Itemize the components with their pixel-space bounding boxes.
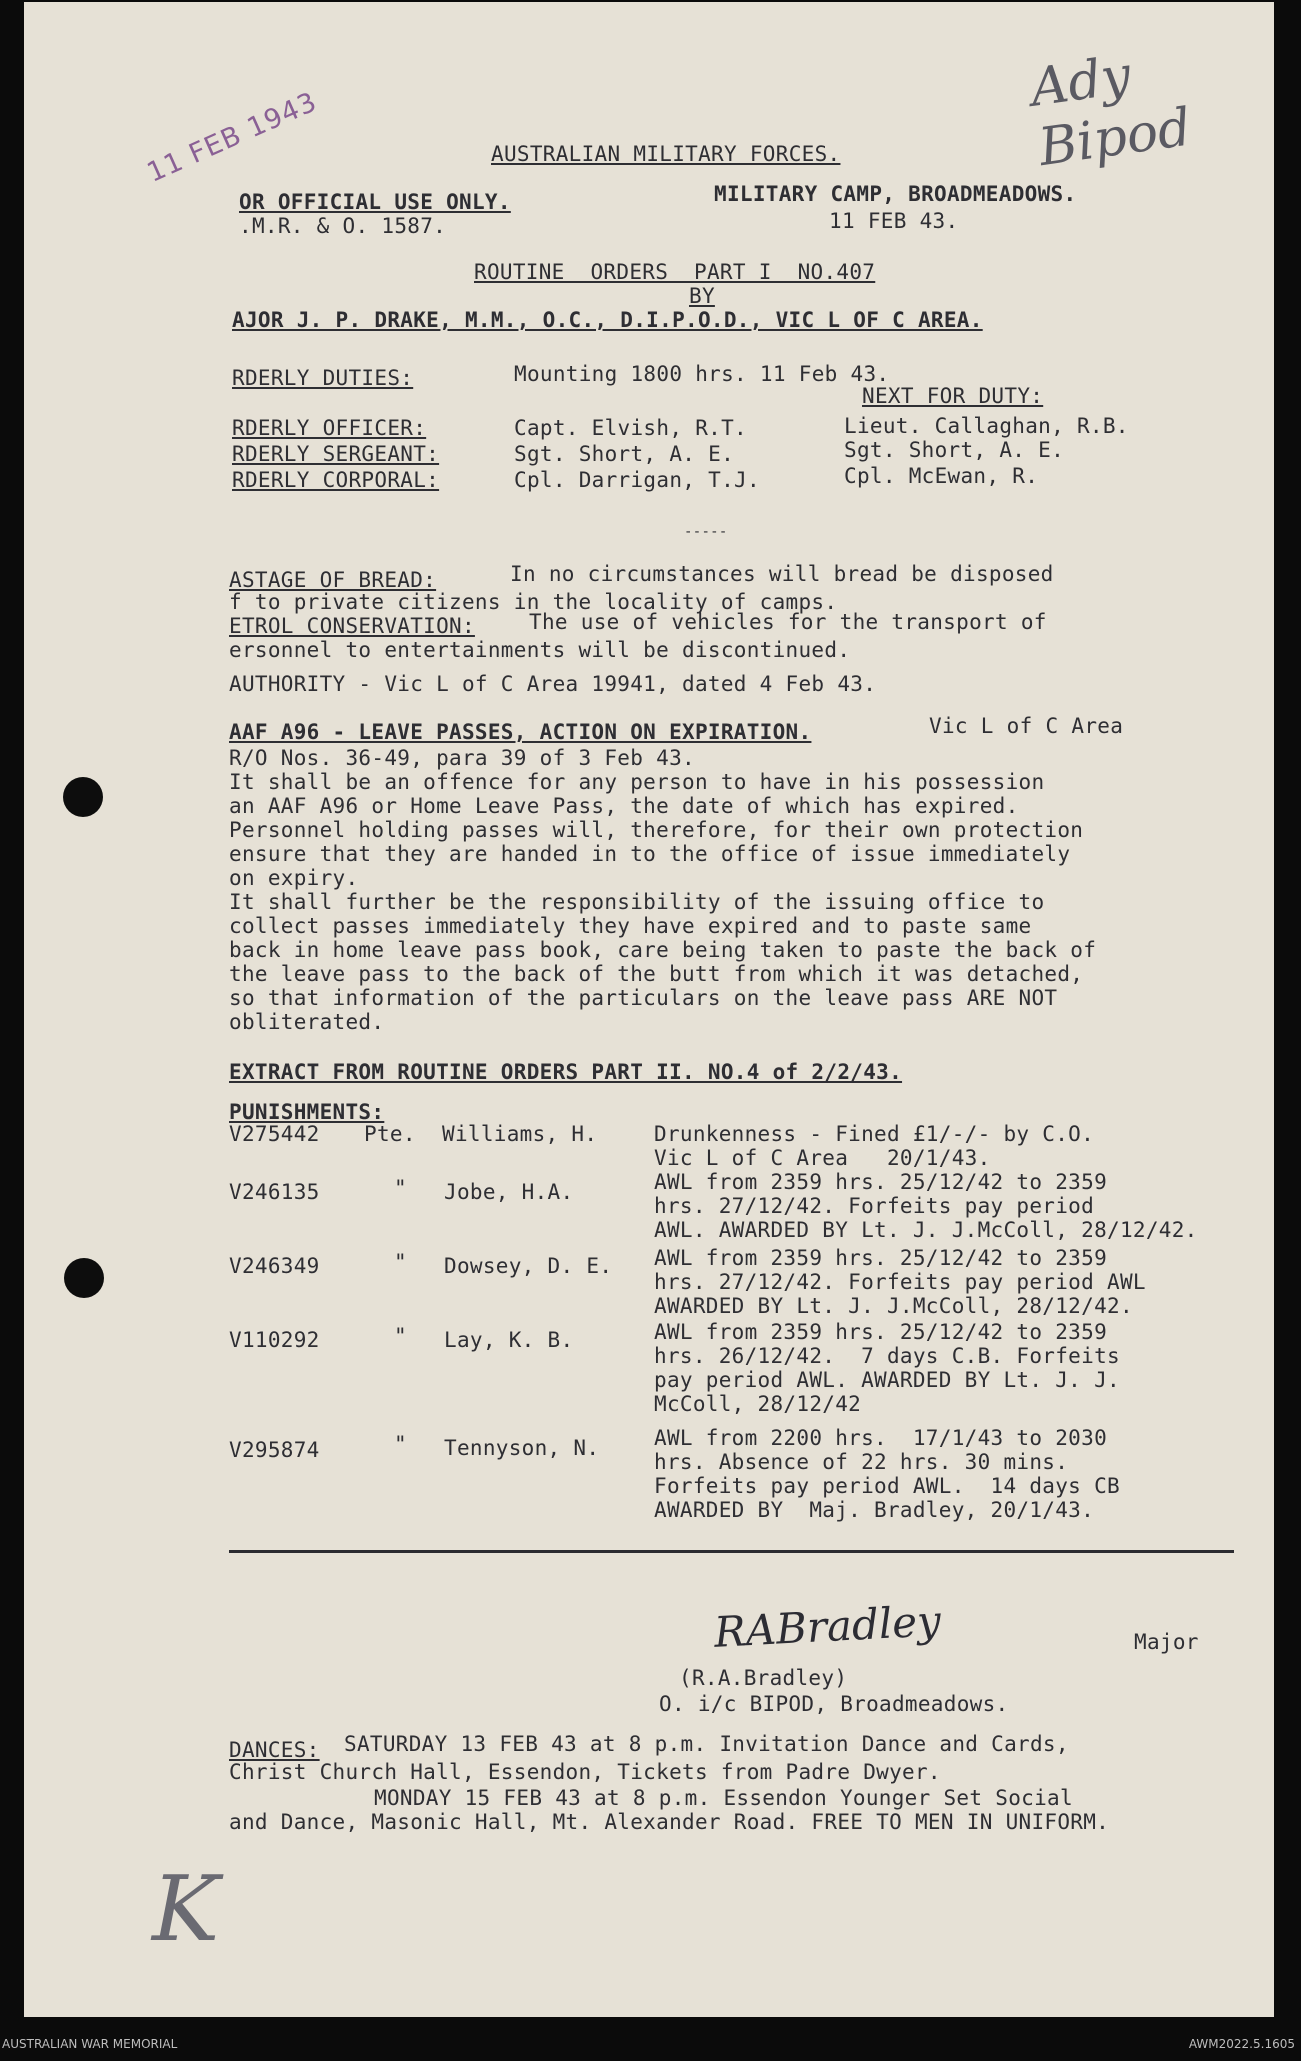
punishment-detail: AWL. AWARDED BY Lt. J. J.McColl, 28/12/42. [654, 1218, 1198, 1242]
punishment-detail: hrs. 26/12/42. 7 days C.B. Forfeits [654, 1344, 1120, 1368]
footer-id: AWM2022.5.1605 [1188, 2037, 1295, 2051]
punishment-detail: Vic L of C Area 20/1/43. [654, 1146, 991, 1170]
signature-rank: Major [1134, 1630, 1199, 1654]
punishment-detail: hrs. 27/12/42. Forfeits pay period AWL [654, 1270, 1146, 1294]
punch-hole [63, 777, 103, 817]
leave-line: It shall further be the responsibility of the issuing office to [229, 890, 1045, 914]
duty-current: Sgt. Short, A. E. [514, 442, 735, 466]
service-number: V295874 [229, 1438, 320, 1462]
punch-hole [64, 1258, 104, 1298]
rank: " [394, 1432, 407, 1456]
service-number: V246349 [229, 1254, 320, 1278]
wastage-label: ASTAGE OF BREAD: [229, 568, 437, 592]
handwritten-note: Ady Bipod [1026, 45, 1195, 179]
punishment-detail: AWARDED BY Lt. J. J.McColl, 28/12/42. [654, 1294, 1133, 1318]
service-number: V275442 [229, 1122, 320, 1146]
petrol-label: ETROL CONSERVATION: [229, 614, 475, 638]
soldier-name: Jobe, H.A. [444, 1180, 574, 1204]
punishment-detail: Drunkenness - Fined £1/-/- by C.O. [654, 1122, 1095, 1146]
routine-orders-title: ROUTINE ORDERS PART I NO.407 [474, 260, 876, 284]
punishments-label: PUNISHMENTS: [229, 1100, 385, 1124]
camp-location: MILITARY CAMP, BROADMEADOWS. [714, 182, 1077, 206]
next-for-duty: NEXT FOR DUTY: [862, 384, 1044, 408]
rank: " [394, 1176, 407, 1200]
duty-current: Cpl. Darrigan, T.J. [514, 468, 760, 492]
dances-line: SATURDAY 13 FEB 43 at 8 p.m. Invitation Dance and Cards, [344, 1732, 1069, 1756]
leave-ref: Vic L of C Area [929, 714, 1124, 738]
punishment-detail: AWL from 2359 hrs. 25/12/42 to 2359 [654, 1170, 1108, 1194]
punishment-detail: hrs. Absence of 22 hrs. 30 mins. [654, 1450, 1069, 1474]
duty-next: Lieut. Callaghan, R.B. [844, 414, 1129, 438]
extract-title: EXTRACT FROM ROUTINE ORDERS PART II. NO.4 of 2/2/43. [229, 1060, 903, 1084]
duty-next: Cpl. McEwan, R. [844, 464, 1039, 488]
authority-line: AUTHORITY - Vic L of C Area 19941, dated 4 Feb 43. [229, 672, 877, 696]
soldier-name: Dowsey, D. E. [444, 1254, 613, 1278]
dances-line: and Dance, Masonic Hall, Mt. Alexander Road. FREE TO MEN IN UNIFORM. [229, 1810, 1110, 1834]
soldier-name: Williams, H. [442, 1122, 598, 1146]
punishment-detail: McColl, 28/12/42 [654, 1392, 862, 1416]
petrol-line: The use of vehicles for the transport of [529, 610, 1047, 634]
signature-title: O. i/c BIPOD, Broadmeadows. [659, 1692, 1009, 1716]
leave-line: on expiry. [229, 866, 359, 890]
service-number: V110292 [229, 1328, 320, 1352]
signature-name: (R.A.Bradley) [679, 1666, 848, 1690]
dances-line: Christ Church Hall, Essendon, Tickets from Padre Dwyer. [229, 1760, 941, 1784]
punishment-detail: AWL from 2359 hrs. 25/12/42 to 2359 [654, 1246, 1108, 1270]
official-use: OR OFFICIAL USE ONLY. [239, 190, 511, 214]
duty-role: RDERLY SERGEANT: [232, 442, 440, 466]
leave-line: ensure that they are handed in to the office of issue immediately [229, 842, 1071, 866]
duties-label: RDERLY DUTIES: [232, 366, 414, 390]
leave-line: R/O Nos. 36-49, para 39 of 3 Feb 43. [229, 746, 695, 770]
signature: RABradley [712, 1596, 942, 1657]
dances-label: DANCES: [229, 1738, 320, 1762]
punishment-detail: AWL from 2200 hrs. 17/1/43 to 2030 [654, 1426, 1108, 1450]
duty-role: RDERLY OFFICER: [232, 416, 427, 440]
footer-credit: AUSTRALIAN WAR MEMORIAL [2, 2037, 178, 2051]
order-date: 11 FEB 43. [829, 209, 959, 233]
petrol-line: ersonnel to entertainments will be discontinued. [229, 638, 851, 662]
rank: " [394, 1324, 407, 1348]
rank: Pte. [364, 1122, 416, 1146]
punishment-detail: AWARDED BY Maj. Bradley, 20/1/43. [654, 1498, 1095, 1522]
date-stamp: 11 FEB 1943 [142, 86, 322, 189]
dances-line: MONDAY 15 FEB 43 at 8 p.m. Essendon Younger Set Social [374, 1786, 1073, 1810]
punishment-detail: hrs. 27/12/42. Forfeits pay period [654, 1194, 1095, 1218]
initials: K [152, 1857, 220, 1962]
leave-line: obliterated. [229, 1010, 385, 1034]
leave-line: an AAF A96 or Home Leave Pass, the date of which has expired. [229, 794, 1019, 818]
issuer: AJOR J. P. DRAKE, M.M., O.C., D.I.P.O.D., VIC L OF C AREA. [232, 308, 983, 332]
leave-label: AAF A96 - LEAVE PASSES, ACTION ON EXPIRATION. [229, 720, 812, 744]
rank: " [394, 1250, 407, 1274]
by-label: BY [689, 284, 715, 308]
leave-line: so that information of the particulars on the leave pass ARE NOT [229, 986, 1058, 1010]
document-page [24, 2, 1274, 2017]
duty-role: RDERLY CORPORAL: [232, 468, 440, 492]
wastage-line: f to private citizens in the locality of camps. [229, 590, 838, 614]
reference-number: .M.R. & O. 1587. [239, 214, 447, 238]
service-number: V246135 [229, 1180, 320, 1204]
section-divider: ----- [684, 524, 728, 540]
duty-current: Capt. Elvish, R.T. [514, 416, 747, 440]
soldier-name: Tennyson, N. [444, 1436, 600, 1460]
section-rule [229, 1550, 1234, 1553]
punishment-detail: AWL from 2359 hrs. 25/12/42 to 2359 [654, 1320, 1108, 1344]
wastage-line: In no circumstances will bread be disposed [510, 562, 1054, 586]
leave-line: back in home leave pass book, care being taken to paste the back of [229, 938, 1097, 962]
duty-next: Sgt. Short, A. E. [844, 438, 1065, 462]
heading: AUSTRALIAN MILITARY FORCES. [491, 142, 841, 166]
soldier-name: Lay, K. B. [444, 1328, 574, 1352]
punishment-detail: Forfeits pay period AWL. 14 days CB [654, 1474, 1120, 1498]
leave-line: It shall be an offence for any person to have in his possession [229, 770, 1045, 794]
punishment-detail: pay period AWL. AWARDED BY Lt. J. J. [654, 1368, 1120, 1392]
leave-line: Personnel holding passes will, therefore, for their own protection [229, 818, 1084, 842]
leave-line: collect passes immediately they have expired and to paste same [229, 914, 1032, 938]
leave-line: the leave pass to the back of the butt from which it was detached, [229, 962, 1084, 986]
duties-mounting: Mounting 1800 hrs. 11 Feb 43. [514, 362, 890, 386]
